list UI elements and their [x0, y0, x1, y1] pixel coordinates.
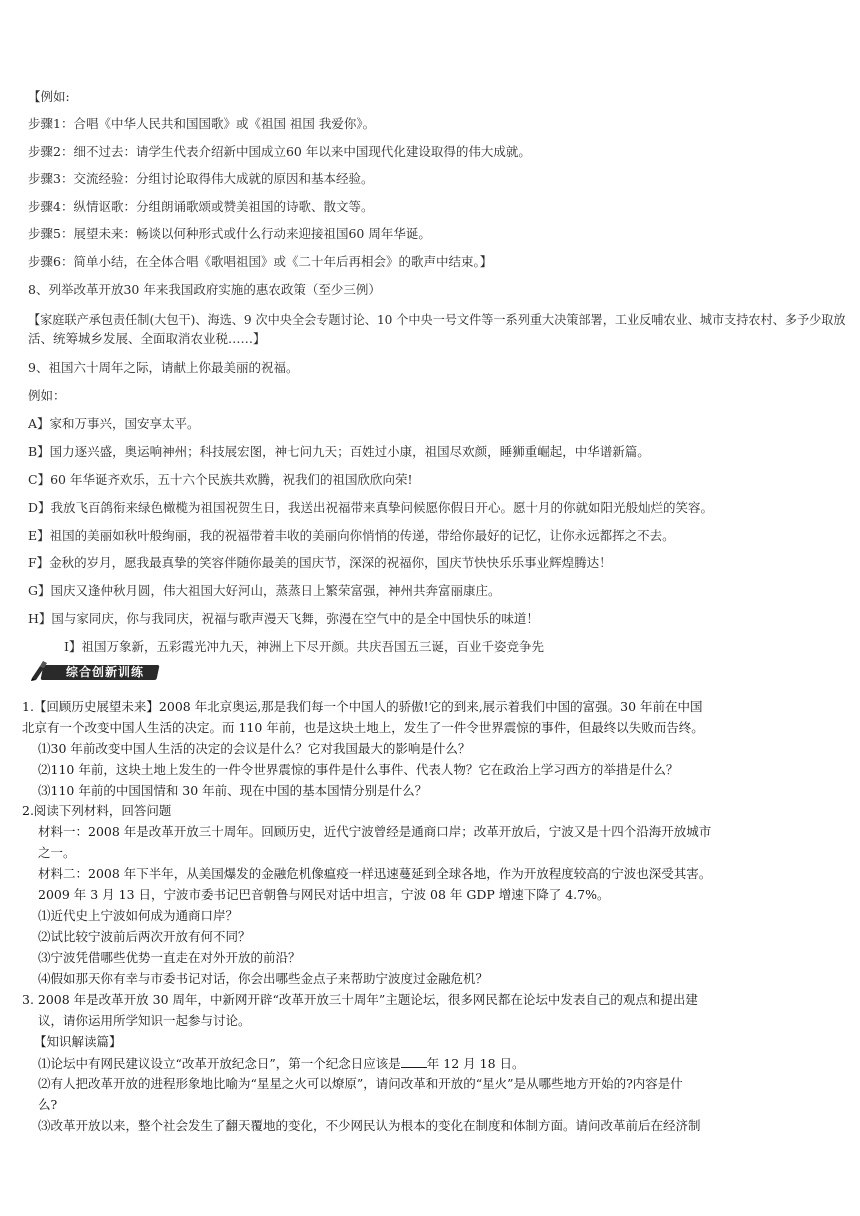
question-8: 8、列举改革开放30 年来我国政府实施的惠农政策（至少三例） — [28, 282, 381, 297]
q2-sub-2: ⑵试比较宁波前后两次开放有何不同？ — [38, 929, 251, 944]
wish-e: E】祖国的美丽如秋叶般绚丽，我的祝福带着丰收的美丽向你悄悄的传递，带给你最好的记忆，让你永远都挥之不去。 — [28, 528, 675, 543]
q3-line-1: 3. 2008 年是改革开放 30 周年，中新网开辟“改革开放三十周年”主题论坛，很多网民都在论坛中发表自己的观点和提出建 — [22, 992, 698, 1007]
wish-b: B】国力逐兴盛，奥运响神州；科技展宏图，神七问九天；百姓过小康，祖国尽欢颜，睡狮重崛起，中华谱新篇。 — [28, 444, 650, 459]
step-3: 步骤3：交流经验：分组讨论取得伟大成就的原因和基本经验。 — [28, 171, 374, 186]
q2-sub-3: ⑶宁波凭借哪些优势一直走在对外开放的前沿？ — [38, 950, 301, 965]
question-9: 9、祖国六十周年之际，请献上你最美丽的祝福。 — [28, 360, 299, 375]
q1-sub-2: ⑵110 年前，这块土地上发生的一件令世界震惊的事件是什么事件、代表人物？它在政治上学习西方的举措是什么？ — [38, 762, 679, 777]
wish-f: F】金秋的岁月，愿我最真挚的笑容伴随你最美的国庆节，深深的祝福你，国庆节快快乐乐事业辉煌腾达！ — [28, 555, 612, 570]
banner-title: 综合创新训练 — [66, 665, 145, 679]
q1-line-1: 1.【回顾历史展望未来】2008 年北京奥运,那是我们每一个中国人的骄傲!它的到来,展示着我们中国的富强。30 年前在中国 — [22, 699, 703, 714]
example-heading: 【例如: — [28, 89, 70, 104]
q1-sub-1: ⑴30 年前改变中国人生活的决定的会议是什么？它对我国最大的影响是什么？ — [38, 741, 471, 756]
wish-h: H】国与家同庆，你与我同庆，祝福与歌声漫天飞舞，弥漫在空气中的是全中国快乐的味道！ — [28, 611, 539, 626]
question-8-answer-line-2: 活、统筹城乡发展、全面取消农业税……】 — [28, 331, 266, 346]
q3-sub-1 — [38, 1055, 525, 1072]
q1-line-2: 北京有一个改变中国人生活的决定。而 110 年前，也是这块土地上，发生了一件令世界震惊的事件，但最终以失败而告终。 — [22, 720, 704, 735]
pen-icon — [30, 660, 52, 682]
q2-material-2-line-2: 2009 年 3 月 13 日，宁波市委书记巴音朝鲁与网民对话中坦言，宁波 08 年 GDP 增速下降了 4.7%。 — [38, 887, 610, 902]
wish-a: A】家和万事兴，国安享太平。 — [28, 416, 200, 431]
wish-d: D】我放飞百鸽衔来绿色橄榄为祖国祝贺生日，我送出祝福带来真挚问候愿你假日开心。愿十月的你就如阳光般灿烂的笑容。 — [28, 500, 714, 515]
wish-g: G】国庆又逢仲秋月圆，伟大祖国大好河山，蒸蒸日上繁荣富强，神州共奔富丽康庄。 — [28, 583, 501, 598]
q3-sub-2-line-1: ⑵有人把改革开放的进程形象地比喻为“星星之火可以燎原”，请问改革和开放的“星火”是从哪些地方开始的?内容是什 — [38, 1076, 683, 1091]
wish-c: C】60 年华诞齐欢乐，五十六个民族共欢腾，祝我们的祖国欣欣向荣! — [28, 472, 413, 487]
question-9-example: 例如： — [28, 388, 66, 403]
answer-blank[interactable] — [401, 1055, 427, 1068]
q2-sub-4: ⑷假如那天你有幸与市委书记对话，你会出哪些金点子来帮助宁波度过金融危机？ — [38, 971, 489, 986]
q3-sub-2-line-2: 么? — [38, 1097, 58, 1112]
step-2: 步骤2：细不过去：请学生代表介绍新中国成立60 年以来中国现代化建设取得的伟大成就。 — [28, 144, 531, 159]
q2-heading: 2.阅读下列材料，回答问题 — [22, 803, 172, 818]
q2-material-1-line-1: 材料一：2008 年是改革开放三十周年。回顾历史，近代宁波曾经是通商口岸；改革开放后，宁波又是十四个沿海开放城市 — [38, 824, 712, 839]
step-6: 步骤6：简单小结，在全体合唱《歌唱祖国》或《二十年后再相会》的歌声中结束。】 — [28, 254, 493, 269]
q2-material-1-line-2: 之一。 — [38, 845, 76, 860]
q2-material-2-line-1: 材料二：2008 年下半年，从美国爆发的金融危机像瘟疫一样迅速蔓延到全球各地，作为开放程度较高的宁波也深受其害。 — [38, 866, 712, 881]
q3-sub-3: ⑶改革开放以来，整个社会发生了翻天覆地的变化，不少网民认为根本的变化在制度和体制方面。请问改革前后在经济制 — [38, 1118, 701, 1133]
section-banner — [30, 660, 160, 682]
wish-i: I】祖国万象新，五彩霞光冲九天，神洲上下尽开颜。共庆吾国五三诞，百业千姿竞争先 — [64, 639, 544, 654]
step-5: 步骤5：展望未来：畅谈以何种形式或什么行动来迎接祖国60 周年华诞。 — [28, 226, 431, 241]
q3-line-2: 议，请你运用所学知识一起参与讨论。 — [38, 1013, 251, 1028]
q2-sub-1: ⑴近代史上宁波如何成为通商口岸？ — [38, 908, 239, 923]
step-1: 步骤1：合唱《中华人民共和国国歌》或《祖国 祖国 我爱你》。 — [28, 116, 376, 131]
q3-sub-1-suffix: 年 12 月 18 日。 — [426, 1056, 525, 1071]
step-4: 步骤4：纵情讴歌：分组朗诵歌颂或赞美祖国的诗歌、散文等。 — [28, 199, 374, 214]
q3-sub-1-text: ⑴论坛中有网民建议设立“改革开放纪念日”，第一个纪念日应该是 — [38, 1056, 401, 1071]
q1-sub-3: ⑶110 年前的中国国情和 30 年前、现在中国的基本国情分别是什么？ — [38, 783, 428, 798]
q3-section-heading: 【知识解读篇】 — [34, 1034, 122, 1049]
question-8-answer-line-1: 【家庭联产承包责任制(大包干)、海选、9 次中央全会专题讨论、10 个中央一号文件等一系列重大决策部署，工业反哺农业、城市支持农村、多予少取放 — [28, 312, 846, 327]
